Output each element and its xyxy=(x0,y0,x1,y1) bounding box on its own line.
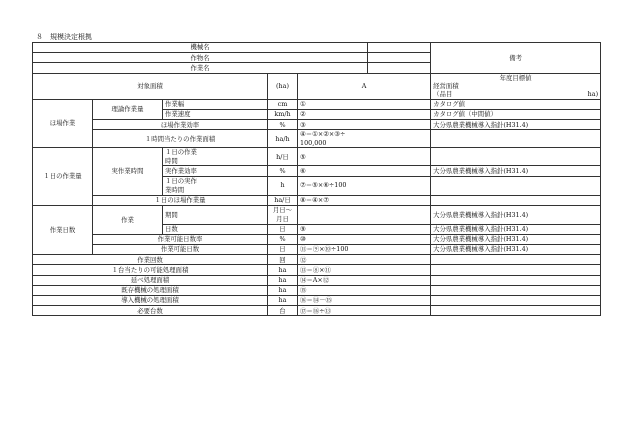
possible-days-unit: 日 xyxy=(268,245,298,255)
required-units-unit: 台 xyxy=(268,306,298,316)
daily-actual-remark xyxy=(431,176,601,195)
period-formula xyxy=(298,205,431,224)
daily-actual-label xyxy=(163,176,268,195)
possible-rate-formula: ⑩ xyxy=(298,234,431,244)
work-name-label: 作業名 xyxy=(33,63,368,73)
speed-unit: km/h xyxy=(268,109,298,119)
hourly-area-label: １時間当たりの作業面積 xyxy=(93,130,268,148)
new-area-remark xyxy=(431,296,601,306)
per-unit-area-unit: ha xyxy=(268,265,298,275)
year-target-title: 年度目標値 xyxy=(499,73,532,82)
possible-rate-label: 作業可能日数率 xyxy=(93,234,268,244)
days-unit: 日 xyxy=(268,224,298,234)
efficiency-remark: 大分県農業機械導入指針(H31.4) xyxy=(431,120,601,130)
work-count-unit: 回 xyxy=(268,255,298,265)
hourly-area-remark xyxy=(431,130,601,148)
period-unit-1: 月日～ xyxy=(272,206,293,215)
year-target-cell xyxy=(431,73,601,99)
item-line xyxy=(433,90,598,98)
machine-name-value[interactable] xyxy=(368,43,431,53)
total-area-remark xyxy=(431,275,601,285)
work-count-remark xyxy=(431,255,601,265)
width-unit: cm xyxy=(268,99,298,109)
daily-field-formula: ⑧＝④×⑦ xyxy=(298,195,431,205)
machine-name-label: 機械名 xyxy=(33,43,368,53)
hourly-area-formula-2: 100,000 xyxy=(300,138,327,147)
per-unit-area-formula: ⑬＝⑧×⑪ xyxy=(298,265,431,275)
days-label: 日数 xyxy=(163,224,268,234)
possible-days-remark: 大分県農業機械導入指針(H31.4) xyxy=(431,245,601,255)
actual-rate-formula: ⑥ xyxy=(298,166,431,176)
existing-area-unit: ha xyxy=(268,285,298,295)
per-unit-area-remark xyxy=(431,265,601,275)
daily-actual-formula: ⑦＝⑤×⑥÷100 xyxy=(298,176,431,195)
daily-field-unit: ha/日 xyxy=(268,195,298,205)
period-unit xyxy=(268,205,298,224)
scale-basis-table xyxy=(32,42,601,316)
section-heading: ８ 規模決定根拠 xyxy=(36,33,92,41)
new-area-formula: ⑯＝⑭－⑮ xyxy=(298,296,431,306)
work-count-label: 作業回数 xyxy=(33,255,268,265)
actual-rate-unit: % xyxy=(268,166,298,176)
total-area-formula: ⑭＝A×⑫ xyxy=(298,275,431,285)
existing-area-label: 既存機械の処理面積 xyxy=(33,285,268,295)
required-units-formula: ⑰＝⑯÷⑬ xyxy=(298,306,431,316)
new-area-unit: ha xyxy=(268,296,298,306)
speed-remark: カタログ値（中間値） xyxy=(431,109,601,119)
target-area-a: A xyxy=(298,73,431,99)
hourly-area-formula xyxy=(298,130,431,148)
theoretical-label: 理論作業量 xyxy=(93,99,163,119)
total-area-label: 延べ処理面積 xyxy=(33,275,268,285)
daily-actual-label-1: １日の実作 xyxy=(165,177,197,186)
target-area-unit: (ha) xyxy=(268,73,298,99)
managed-area-label: 経営面積 xyxy=(433,81,459,90)
work-name-value[interactable] xyxy=(368,63,431,73)
speed-formula: ② xyxy=(298,109,431,119)
efficiency-unit: % xyxy=(268,120,298,130)
daily-hours-unit: h/日 xyxy=(268,148,298,166)
daily-field-label: １日のほ場作業量 xyxy=(93,195,268,205)
possible-rate-unit: % xyxy=(268,234,298,244)
total-area-unit: ha xyxy=(268,275,298,285)
work-label: 作業 xyxy=(93,205,163,234)
work-count-formula: ⑫ xyxy=(298,255,431,265)
remarks-header: 備考 xyxy=(431,43,601,74)
possible-days-label: 作業可能日数 xyxy=(93,245,268,255)
daily-hours-label-2: 時間 xyxy=(165,156,178,165)
speed-label: 作業速度 xyxy=(163,109,268,119)
crop-name-label: 作物名 xyxy=(33,53,368,63)
daily-actual-label-2: 業時間 xyxy=(165,185,185,194)
width-formula: ① xyxy=(298,99,431,109)
target-area-label: 対象面積 xyxy=(33,73,268,99)
daily-work-label: １日の作業量 xyxy=(33,148,93,205)
actual-rate-remark: 大分県農業機械導入指針(H31.4) xyxy=(431,166,601,176)
daily-hours-remark xyxy=(431,148,601,166)
efficiency-formula: ③ xyxy=(298,120,431,130)
required-units-label: 必要台数 xyxy=(33,306,268,316)
efficiency-label: ほ場作業効率 xyxy=(93,120,268,130)
possible-days-formula: ⑪＝⑨×⑩÷100 xyxy=(298,245,431,255)
daily-hours-label-1: １日の作業 xyxy=(165,148,197,157)
new-area-label: 導入機械の処理面積 xyxy=(33,296,268,306)
period-unit-2: 月日 xyxy=(276,214,289,223)
hourly-area-formula-1: ④＝①×②×③÷ xyxy=(300,130,346,139)
width-label: 作業幅 xyxy=(163,99,268,109)
per-unit-area-label: １台当たりの可能処理面積 xyxy=(33,265,268,275)
daily-field-remark xyxy=(431,195,601,205)
required-units-remark xyxy=(431,306,601,316)
item-unit: ha) xyxy=(587,90,599,99)
daily-actual-unit: h xyxy=(268,176,298,195)
existing-area-formula: ⑮ xyxy=(298,285,431,295)
hourly-area-unit: ha/h xyxy=(268,130,298,148)
field-work-label: ほ場作業 xyxy=(33,99,93,148)
period-remark: 大分県農業機械導入指針(H31.4) xyxy=(431,205,601,224)
actual-hours-label: 実作業時間 xyxy=(93,148,163,195)
possible-rate-remark: 大分県農業機械導入指針(H31.4) xyxy=(431,234,601,244)
work-days-label: 作業日数 xyxy=(33,205,93,255)
existing-area-remark xyxy=(431,285,601,295)
days-formula: ⑨ xyxy=(298,224,431,234)
actual-rate-label: 実作業効率 xyxy=(163,166,268,176)
crop-name-value[interactable] xyxy=(368,53,431,63)
daily-hours-formula: ⑤ xyxy=(298,148,431,166)
item-label: （品目 xyxy=(433,90,453,99)
period-label: 期間 xyxy=(163,205,268,224)
days-remark: 大分県農業機械導入指針(H31.4) xyxy=(431,224,601,234)
daily-hours-label xyxy=(163,148,268,166)
width-remark: カタログ値 xyxy=(431,99,601,109)
